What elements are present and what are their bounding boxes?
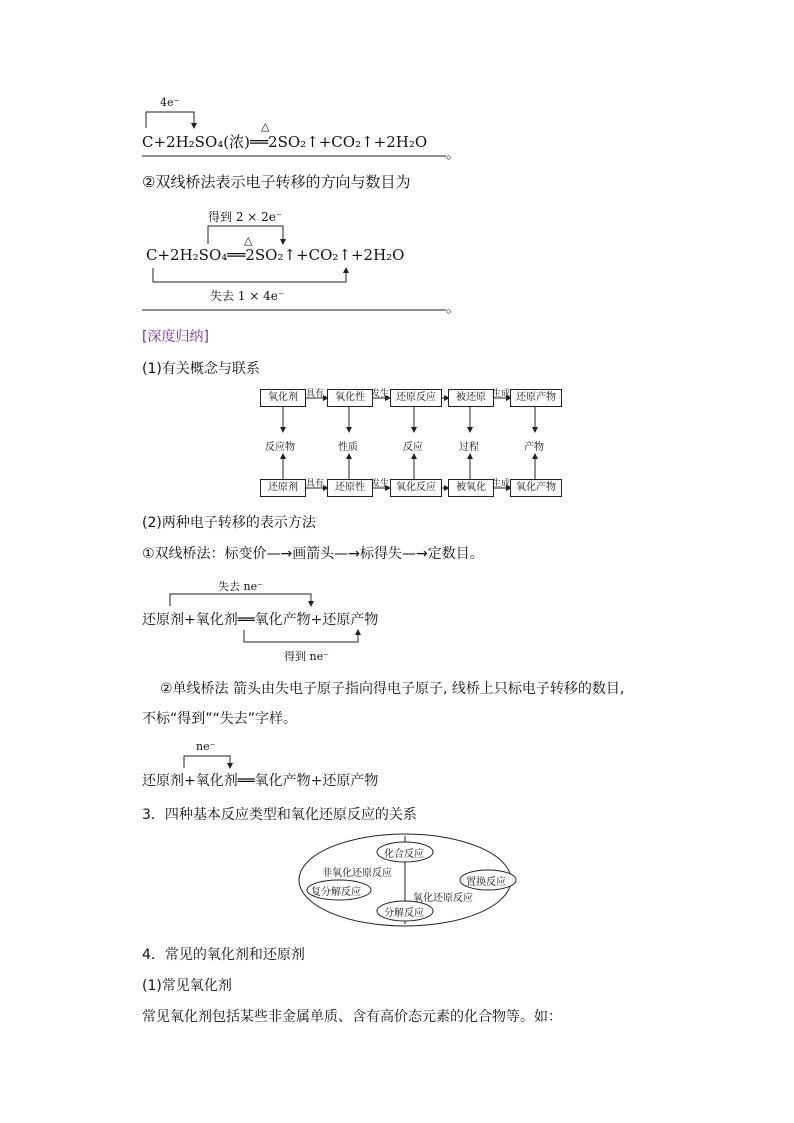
eq2-period: 。	[446, 298, 462, 316]
db-gain-label: 得到 ne⁻	[284, 650, 329, 663]
box-reduction-product: 还原产物	[510, 389, 562, 407]
mid-reactant: 反应物	[265, 442, 295, 453]
venn-displacement: 置换反应	[466, 877, 506, 888]
eq2-loss-label: 失去 1 × 4e⁻	[210, 289, 285, 303]
venn-double-decomposition: 复分解反应	[311, 887, 361, 898]
eq1-formula: C+2H₂SO₄(浓)══2SO₂↑+CO₂↑+2H₂O	[142, 133, 428, 151]
single-bridge-description-line2: 不标“得到”“失去”字样。	[142, 711, 298, 727]
eq1-period: 。	[446, 144, 462, 162]
box-oxidation-product: 氧化产物	[510, 479, 562, 497]
heading-3: 3．四种基本反应类型和氧化还原反应的关系	[142, 807, 417, 823]
eq2-formula: C+2H₂SO₄══2SO₂↑+CO₂↑+2H₂O	[146, 246, 405, 264]
box-oxidant: 氧化剂	[260, 389, 306, 407]
box-reduced: 被还原	[448, 389, 494, 407]
venn-non-redox: 非氧化还原反应	[322, 868, 392, 879]
eq2-gain-label: 得到 2 × 2e⁻	[208, 210, 283, 224]
db-formula: 还原剂+氧化剂══氧化产物+还原产物	[142, 612, 379, 628]
db-loss-label: 失去 ne⁻	[218, 580, 263, 593]
single-bridge-description-line1: ②单线桥法 箭头由失电子原子指向得电子原子, 线桥上只标电子转移的数目,	[160, 681, 625, 697]
mid-product: 产物	[524, 442, 544, 453]
arrow-label-generates-2: 生成	[492, 479, 511, 489]
venn-decomposition: 分解反应	[384, 908, 424, 919]
sb-formula: 还原剂+氧化剂══氧化产物+还原产物	[142, 773, 379, 789]
box-oxidation-reaction: 氧化反应	[390, 479, 442, 497]
double-bridge-description: ①双线桥法：标变价—→画箭头—→标得失—→定数目。	[142, 546, 484, 562]
subheading-4-1: (1)常见氧化剂	[142, 978, 232, 994]
body-text-last: 常见氧化剂包括某些非金属单质、含有高价态元素的化合物等。如：	[142, 1009, 562, 1025]
eq2-heat-symbol: △	[244, 234, 253, 247]
arrow-label-occurs-1: 发生	[371, 389, 390, 399]
venn-redox: 氧化还原反应	[413, 893, 473, 904]
section-heading: [深度归纳]	[142, 329, 209, 345]
box-reduction-reaction: 还原反应	[390, 389, 442, 407]
box-reductant: 还原剂	[260, 479, 306, 497]
mid-reaction: 反应	[403, 442, 423, 453]
subheading-1: (1)有关概念与联系	[142, 361, 260, 377]
arrow-label-has-2: 具有	[306, 479, 325, 489]
box-reducing: 还原性	[327, 479, 373, 497]
eq1-electron-label: 4e⁻	[160, 96, 180, 109]
arrow-label-has-1: 具有	[306, 389, 325, 399]
mid-property: 性质	[338, 442, 358, 453]
box-oxidized: 被氧化	[448, 479, 494, 497]
subheading-2: (2)两种电子转移的表示方法	[142, 515, 316, 531]
venn-combination: 化合反应	[384, 849, 424, 860]
mid-process: 过程	[459, 442, 479, 453]
arrow-label-occurs-2: 发生	[371, 479, 390, 489]
box-oxidizing: 氧化性	[327, 389, 373, 407]
heading-4: 4．常见的氧化剂和还原剂	[142, 947, 305, 963]
eq1-heat-symbol: △	[261, 120, 270, 133]
arrow-label-generates-1: 生成	[492, 389, 511, 399]
sb-electron-label: ne⁻	[196, 740, 216, 753]
item2-text: ②双线桥法表示电子转移的方向与数目为	[142, 173, 411, 191]
